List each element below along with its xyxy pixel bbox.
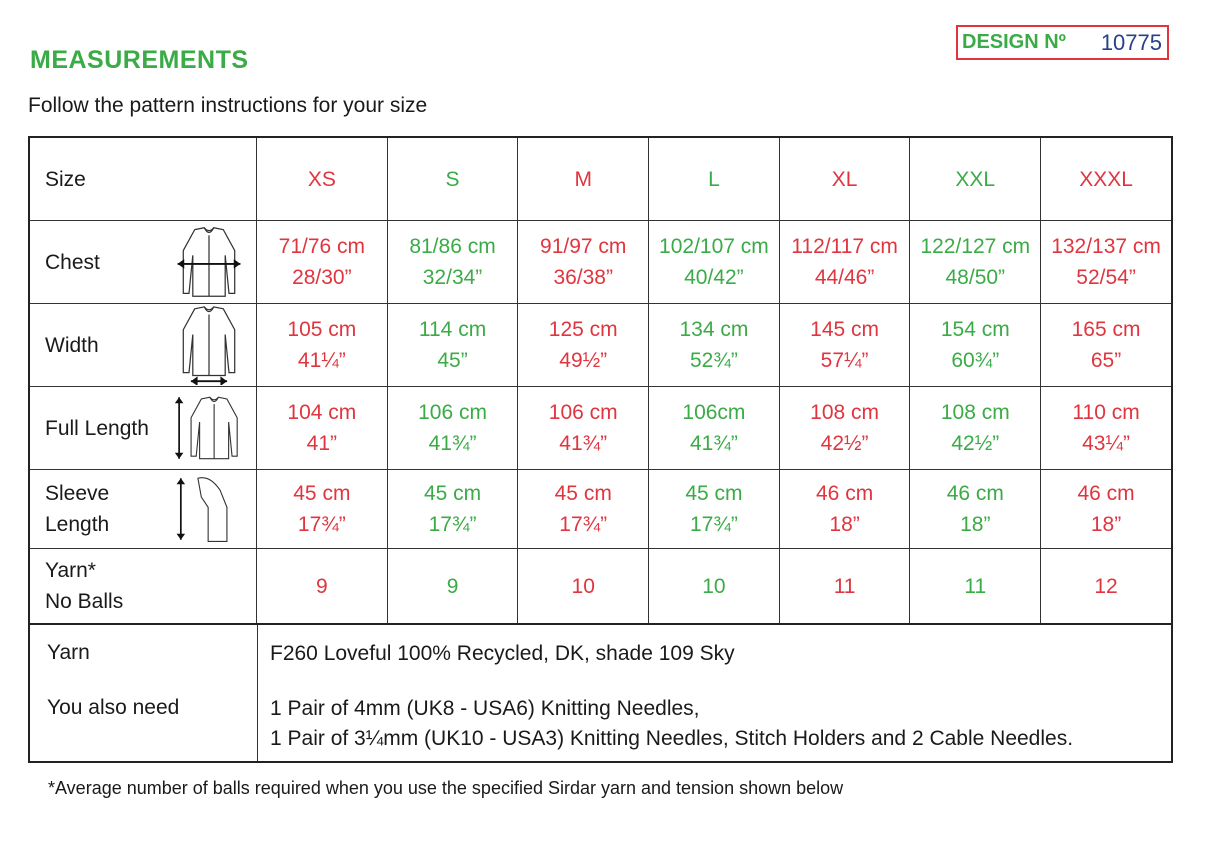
value-secondary: 52¾” [689,349,738,372]
value-primary: 108 cm [940,401,1010,424]
value-primary: 45 cm [685,482,743,505]
value-cell [257,221,388,304]
row-label: Chest [45,250,100,274]
value-cell [649,304,780,387]
row-label [45,555,123,617]
value-primary: 11 [833,574,856,598]
value-secondary: 36/38” [553,266,613,289]
value-primary: 165 cm [1071,318,1141,341]
value-primary: 81/86 cm [409,235,496,258]
value-primary: 108 cm [810,401,880,424]
row-label-cell [30,221,257,304]
value-primary: 114 cm [418,318,487,341]
sleeve-measure-icon [174,469,244,549]
value-secondary: 18” [829,513,860,536]
size-label: XL [831,167,858,191]
yarn-label: Yarn [47,641,90,664]
value-secondary: 42½” [951,432,1000,455]
subtitle: Follow the pattern instructions for your size [28,94,428,117]
row-label-line: Length [45,513,110,536]
value-secondary: 17¾” [559,513,608,536]
value-primary: 104 cm [287,401,357,424]
value-secondary: 28/30” [292,266,352,289]
value-primary: 46 cm [946,482,1004,505]
value-cell [257,549,388,623]
size-header-xxl [910,138,1041,221]
row-label [45,478,109,540]
value-primary: 46 cm [1077,482,1135,505]
measurements-table [28,136,1173,625]
value-cell [518,304,649,387]
size-header-xl [780,138,911,221]
value-secondary: 60¾” [951,349,1000,372]
value-cell [257,470,388,549]
value-primary: 106 cm [418,401,487,424]
value-primary: 132/137 cm [1051,235,1161,258]
value-primary: 110 cm [1072,401,1140,424]
value-secondary: 44/46” [814,266,875,289]
value-cell [780,549,911,623]
value-cell [1041,470,1171,549]
value-primary: 134 cm [679,318,749,341]
length-measure-icon [174,388,244,468]
value-cell [649,470,780,549]
value-secondary: 48/50” [945,266,1006,289]
value-primary: 112/117 cm [791,235,898,258]
value-cell [1041,387,1171,470]
value-primary: 45 cm [554,482,612,505]
value-primary: 105 cm [287,318,357,341]
value-primary: 9 [316,574,328,598]
value-primary: 102/107 cm [659,235,769,258]
value-cell [910,549,1041,623]
value-secondary: 18” [1090,513,1122,536]
value-cell [649,549,780,623]
value-secondary: 42½” [820,432,869,455]
size-label: XS [307,167,336,191]
size-header-label: Size [45,167,86,191]
value-cell [1041,549,1171,623]
value-secondary: 41¾” [559,432,608,455]
row-label-cell [30,470,257,549]
size-label: S [445,167,460,191]
value-cell [780,304,911,387]
value-secondary: 17¾” [689,513,738,536]
value-primary: 45 cm [293,482,351,505]
value-cell [388,221,519,304]
value-cell [780,221,911,304]
row-label-line: No Balls [45,590,124,613]
value-secondary: 18” [960,513,991,536]
value-primary: 71/76 cm [278,235,366,258]
value-primary: 122/127 cm [920,235,1031,258]
value-cell [1041,304,1171,387]
value-primary: 145 cm [810,318,880,341]
value-cell [518,470,649,549]
value-cell [518,549,649,623]
value-cell [910,470,1041,549]
footnote: *Average number of balls required when you use the specified Sirdar yarn and tension shown below [48,778,844,798]
size-header-xs [257,138,388,221]
page-title: MEASUREMENTS [30,46,249,74]
value-secondary: 57¼” [820,349,869,372]
chest-measure-icon [174,222,244,302]
yarn-value: F260 Loveful 100% Recycled, DK, shade 109 Sky [270,642,735,665]
row-label-cell [30,387,257,470]
value-cell [910,304,1041,387]
value-secondary: 17¾” [297,513,346,536]
value-cell [780,470,911,549]
row-label-line: Sleeve [45,482,110,505]
value-primary: 91/97 cm [540,235,627,258]
value-primary: 106 cm [548,401,618,424]
value-secondary: 41¾” [689,432,738,455]
size-label: L [708,167,720,191]
value-cell [388,387,519,470]
value-primary: 125 cm [548,318,618,341]
design-number: 10775 [1100,29,1162,55]
value-cell [780,387,911,470]
value-secondary: 45” [437,349,468,372]
size-label: XXL [955,167,996,191]
value-primary: 154 cm [940,318,1010,341]
value-primary: 10 [702,574,726,598]
value-cell [910,221,1041,304]
value-cell [257,304,388,387]
you-also-need-label: You also need [47,696,180,719]
size-header-l [649,138,780,221]
size-header-xxxl [1041,138,1171,221]
design-label: DESIGN Nº [962,31,1066,53]
materials-table [28,625,1173,763]
size-label: M [574,167,592,191]
value-secondary: 41¼” [297,349,346,372]
value-primary: 10 [571,574,595,598]
size-header-s [388,138,519,221]
row-label-cell [30,304,257,387]
row-label: Width [45,333,99,357]
row-label: Full Length [45,416,149,440]
value-primary: 9 [446,574,459,598]
size-header-m [518,138,649,221]
size-header-cell [30,138,257,221]
value-secondary: 43¼” [1082,432,1130,455]
value-cell [257,387,388,470]
you-also-need-line-1: 1 Pair of 4mm (UK8 - USA6) Knitting Needles, [270,697,700,720]
value-secondary: 49½” [559,349,608,372]
value-primary: 11 [964,574,987,598]
value-secondary: 32/34” [422,266,483,289]
row-label-cell [30,549,257,623]
value-secondary: 52/54” [1076,266,1136,289]
you-also-need-line-2: 1 Pair of 3¼mm (UK10 - USA3) Knitting Needles, Stitch Holders and 2 Cable Needles. [270,727,1074,750]
value-primary: 106cm [682,401,746,424]
value-secondary: 17¾” [428,513,477,536]
value-cell [388,549,519,623]
value-secondary: 40/42” [684,266,744,289]
value-cell [518,221,649,304]
value-primary: 46 cm [816,482,874,505]
value-primary: 12 [1094,574,1118,598]
value-secondary: 65” [1090,349,1122,372]
value-cell [910,387,1041,470]
size-label: XXXL [1079,167,1133,191]
value-cell [649,387,780,470]
width-measure-icon [174,305,244,385]
value-cell [649,221,780,304]
row-label-line: Yarn* [45,559,96,582]
value-secondary: 41” [306,432,338,455]
value-cell [388,304,519,387]
design-number-box [956,25,1169,60]
value-secondary: 41¾” [428,432,477,455]
value-cell [1041,221,1171,304]
value-primary: 45 cm [423,482,482,505]
value-cell [518,387,649,470]
value-cell [388,470,519,549]
